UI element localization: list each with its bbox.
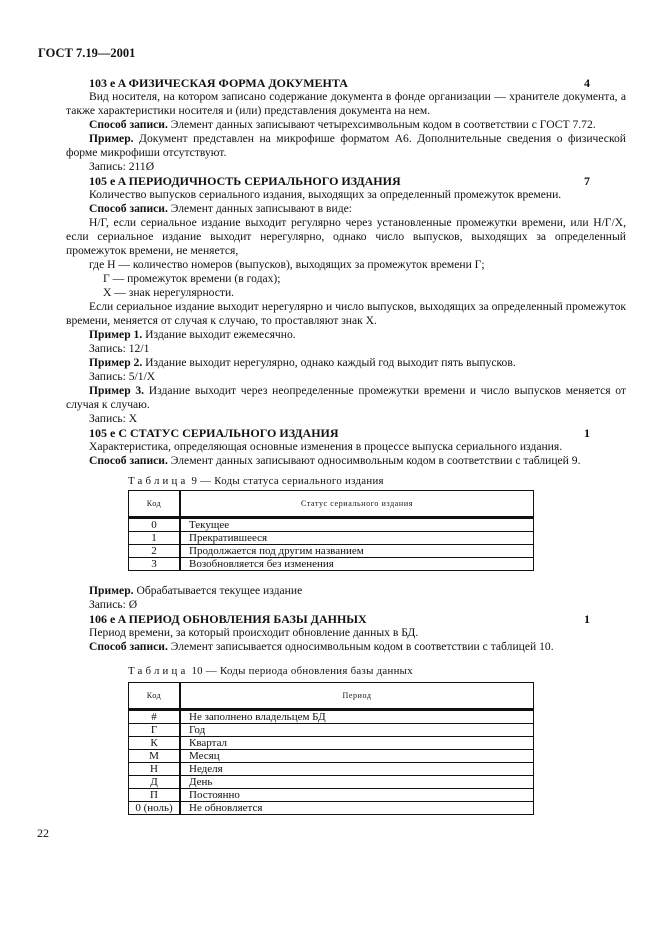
cell-value: Год [180, 724, 534, 737]
section-title: 105 e A ПЕРИОДИЧНОСТЬ СЕРИАЛЬНОГО ИЗДАНИЯ [89, 174, 401, 188]
cell-code: П [129, 789, 181, 802]
cell-code: 1 [129, 532, 181, 545]
cell-code: Н [129, 763, 181, 776]
formats-paragraph: Н/Г, если сериальное издание выходит регулярно через установленные промежутки времени, или Н/Г/Х, если сериальное издание выходит нерегулярно, однако число выпусков, выходящих за определенный промежуток времени, не меняется, [66, 216, 626, 257]
page-body [66, 76, 626, 468]
record: Запись: 5/1/Х [89, 370, 156, 383]
table-row [129, 558, 534, 571]
cell-code: 0 (ноль) [129, 802, 181, 815]
method-paragraph [66, 202, 626, 216]
method-label: Способ записи. [89, 640, 168, 653]
cell-value: Прекратившееся [180, 532, 534, 545]
record: Запись: 211Ø [89, 160, 155, 173]
section-length: 7 [584, 174, 590, 188]
cell-value: Текущее [180, 518, 534, 532]
table-row [129, 763, 534, 776]
section-length: 1 [584, 612, 590, 626]
method-text: Элемент данных записывают в виде: [167, 202, 352, 215]
section-title: 105 e C СТАТУС СЕРИАЛЬНОГО ИЗДАНИЯ [89, 426, 339, 440]
method-label: Способ записи. [89, 454, 168, 467]
example-2 [66, 356, 626, 370]
cell-value: Продолжается под другим названием [180, 545, 534, 558]
section-heading-103 [66, 76, 626, 90]
cell-value: Возобновляется без изменения [180, 558, 534, 571]
table-row [129, 545, 534, 558]
cell-value: Квартал [180, 737, 534, 750]
example-text: Документ представлен на микрофише форматом А6. Дополнительные сведения о физической форме микрофиши отсутствуют. [66, 132, 626, 159]
example-text: Обрабатывается текущее издание [133, 584, 303, 597]
table9 [128, 490, 534, 571]
cell-code: Г [129, 724, 181, 737]
cell-value: Месяц [180, 750, 534, 763]
example-paragraph [66, 584, 626, 598]
cell-code: 0 [129, 518, 181, 532]
table-row [129, 532, 534, 545]
example-label: Пример. [89, 584, 134, 597]
table-row [129, 750, 534, 763]
cell-value: День [180, 776, 534, 789]
cell-value: Не заполнено владельцем БД [180, 710, 534, 724]
example-text: Издание выходит нерегулярно, однако каждый год выходит пять выпусков. [142, 356, 516, 369]
example-label: Пример 3. [89, 384, 145, 397]
example-3 [66, 384, 626, 412]
definition: Количество выпусков сериального издания, выходящих за определенный промежуток времени. [89, 188, 562, 201]
table10-caption [128, 664, 413, 678]
where-g: Г — промежуток времени (в годах); [103, 272, 281, 285]
example-label: Пример. [89, 132, 134, 145]
where-h: где Н — количество номеров (выпусков), выходящих за промежуток времени Г; [89, 258, 485, 271]
section-length: 4 [584, 76, 590, 90]
section-title: 103 e A ФИЗИЧЕСКАЯ ФОРМА ДОКУМЕНТА [89, 76, 348, 90]
table-row [129, 776, 534, 789]
record: Запись: Х [89, 412, 138, 425]
cell-code: # [129, 710, 181, 724]
irregular-paragraph: Если сериальное издание выходит нерегулярно и число выпусков, выходящих за определенный промежуток времени, меняется от случая к случаю, то проставляют знак Х. [66, 300, 626, 327]
section-heading-106 [66, 612, 626, 626]
record: Запись: 12/1 [89, 342, 150, 355]
table-row [129, 710, 534, 724]
table10 [128, 682, 534, 815]
method-paragraph [66, 118, 626, 132]
table-row [129, 789, 534, 802]
table-row [129, 737, 534, 750]
where-x: Х — знак нерегулярности. [103, 286, 235, 299]
cell-value: Постоянно [180, 789, 534, 802]
page-number: 22 [37, 826, 49, 840]
example-text: Издание выходит через неопределенные промежутки времени и число выпусков меняется от случая к случаю. [66, 384, 627, 411]
cell-code: 2 [129, 545, 181, 558]
example-1 [66, 328, 626, 342]
cell-code: К [129, 737, 181, 750]
table-header-row [129, 683, 534, 710]
section-length: 1 [584, 426, 590, 440]
definition: Характеристика, определяющая основные изменения в процессе выпуска сериального издания. [89, 440, 563, 453]
cell-code: 3 [129, 558, 181, 571]
header-period: Период [180, 683, 534, 710]
method-text: Элемент данных записывают четырехсимвольным кодом в соответствии с ГОСТ 7.72. [167, 118, 596, 131]
section-105c-example [66, 584, 626, 654]
method-text: Элемент данных записывают односимвольным кодом в соответствии с таблицей 9. [167, 454, 581, 467]
cell-code: М [129, 750, 181, 763]
definition: Период времени, за который происходит обновление данных в БД. [89, 626, 419, 639]
caption-word: Таблица [128, 665, 189, 677]
table9-caption [128, 474, 384, 488]
header-status: Статус сериального издания [180, 491, 534, 518]
table-row [129, 518, 534, 532]
caption-text: 9 — Коды статуса сериального издания [191, 475, 384, 487]
example-label: Пример 2. [89, 356, 143, 369]
method-label: Способ записи. [89, 118, 168, 131]
section-title: 106 e A ПЕРИОД ОБНОВЛЕНИЯ БАЗЫ ДАННЫХ [89, 612, 367, 626]
record: Запись: Ø [89, 598, 138, 611]
cell-value: Неделя [180, 763, 534, 776]
example-paragraph [66, 132, 626, 160]
running-head: ГОСТ 7.19—2001 [38, 46, 136, 60]
header-code: Код [129, 683, 181, 710]
example-label: Пример 1. [89, 328, 143, 341]
caption-text: 10 — Коды периода обновления базы данных [191, 665, 413, 677]
method-text: Элемент записывается односимвольным кодом в соответствии с таблицей 10. [167, 640, 554, 653]
cell-code: Д [129, 776, 181, 789]
header-code: Код [129, 491, 181, 518]
cell-value: Не обновляется [180, 802, 534, 815]
caption-word: Таблица [128, 475, 189, 487]
section-heading-105a [66, 174, 626, 188]
section-heading-105c [66, 426, 626, 440]
table-header-row [129, 491, 534, 518]
table-row [129, 724, 534, 737]
method-paragraph [66, 640, 626, 654]
table-row [129, 802, 534, 815]
method-label: Способ записи. [89, 202, 168, 215]
example-text: Издание выходит ежемесячно. [142, 328, 296, 341]
definition: Вид носителя, на котором записано содержание документа в фонде организации — хранителе документа, а также характеристики носителя и (или) представления документа на нем. [66, 90, 626, 117]
method-paragraph [66, 454, 626, 468]
